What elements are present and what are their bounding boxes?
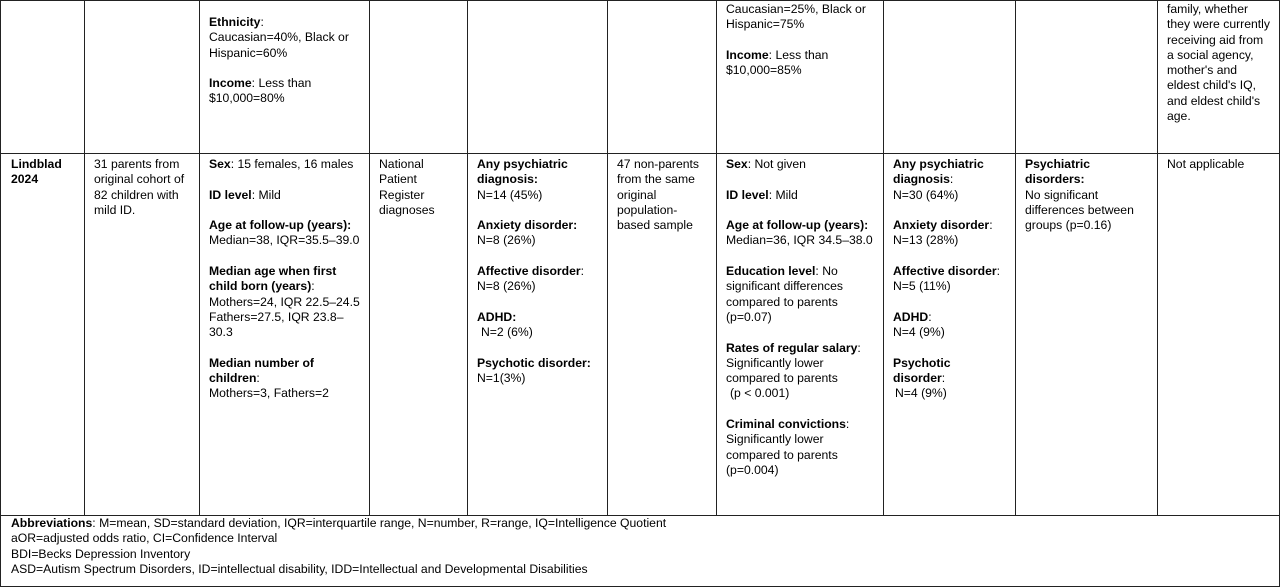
psychotic-label: Psychotic disorder: — [477, 355, 591, 370]
cell-group-characteristics: Ethnicity: Caucasian=40%, Black or Hispanic=60% Income: Less than $10,000=80% — [200, 1, 370, 154]
comp-psychotic-value: N=4 (9%) — [895, 386, 947, 401]
any-psych-value: N=14 (45%) — [477, 187, 543, 202]
cell-study — [1, 154, 85, 516]
comp-age-value: Median=36, IQR 34.5–38.0 — [726, 233, 873, 248]
table-row-continued — [1, 1, 1280, 154]
cell-adjustment: Not applicable — [1158, 154, 1280, 516]
abbreviations-line: ASD=Autism Spectrum Disorders, ID=intellectual disability, IDD=Intellectual and Developmental Disabilities — [11, 561, 588, 576]
comp-sex-value: Not given — [754, 157, 806, 171]
abbreviations-cell: Abbreviations: M=mean, SD=standard deviation, IQR=interquartile range, N=number, R=range, IQ=Intelligence Quotient aOR=adjusted odds ratio, CI=Confidence Interval BDI=Becks Depression Inventory ASD=Autism Spectrum Disorders, ID=intellectual disability, IDD=Intellectual and Developmental Disabilities — [1, 516, 1280, 587]
children-label: Median number of children — [209, 355, 314, 386]
comp-income-value: Less than $10,000=85% — [726, 47, 829, 78]
anxiety-value: N=8 (26%) — [477, 233, 536, 248]
comp-id-level-value: Mild — [775, 187, 798, 202]
affective-label: Affective disorder — [477, 264, 581, 279]
cell-comparison-characteristics: Sex: Not given ID level: Mild Age at follow-up (years): Median=36, IQR 34.5–38.0 Education level: No significant differences compared to parents (p=0.07) Rates of regular salary: Significantly lower compared to parents (p < 0.001) Criminal convictions: Significantly lower compared to parents (p=0.004) — [717, 154, 884, 516]
cell-comparison-outcomes — [884, 1, 1016, 154]
cell-results — [1016, 154, 1158, 516]
comp-anxiety-value: N=13 (28%) — [893, 233, 959, 248]
salary-p-value: (p < 0.001) — [730, 386, 790, 401]
comp-ethnicity-value: Caucasian=25%, Black or Hispanic=75% — [726, 2, 866, 32]
salary-value: Significantly lower compared to parents — [726, 355, 838, 386]
comp-adhd-label: ADHD — [893, 309, 929, 324]
cell-comparison-characteristics: Caucasian=25%, Black or Hispanic=75% Income: Less than $10,000=85% — [717, 1, 884, 154]
abbreviations-line: BDI=Becks Depression Inventory — [11, 546, 191, 561]
cell-comparison: 47 non-parents from the same original population-based sample — [608, 154, 717, 516]
id-level-value: Mild — [258, 187, 281, 202]
abbreviations-line: aOR=adjusted odds ratio, CI=Confidence Interval — [11, 531, 278, 546]
cell-study — [1, 1, 85, 154]
result-label: Psychiatric disorders: — [1025, 157, 1091, 187]
cell-results — [1016, 1, 1158, 154]
comp-sex-label: Sex — [726, 157, 748, 171]
sex-label: Sex — [209, 157, 231, 171]
cell-measure — [370, 1, 468, 154]
criminal-label: Criminal convictions — [726, 417, 846, 432]
study-name: Lindblad 2024 — [11, 157, 62, 187]
comp-income-label: Income — [726, 47, 769, 62]
cell-sample — [85, 1, 200, 154]
comp-id-level-label: ID level — [726, 187, 769, 202]
salary-label: Rates of regular salary — [726, 340, 858, 355]
any-psych-label: Any psychiatric diagnosis: — [477, 157, 568, 187]
cell-comparison — [608, 1, 717, 154]
median-age-mothers: Mothers=24, IQR 22.5–24.5 — [209, 294, 360, 309]
ethnicity-value: Caucasian=40%, Black or Hispanic=60% — [209, 30, 349, 60]
result-value: No significant differences between groups (p=0.16) — [1025, 187, 1134, 233]
income-value: Less than $10,000=80% — [209, 76, 312, 106]
comp-age-label: Age at follow-up (years): — [726, 218, 869, 233]
comp-any-psych-value: N=30 (64%) — [893, 187, 959, 202]
cell-group-characteristics: Sex: 15 females, 16 males ID level: Mild Age at follow-up (years): Median=38, IQR=35.5–39.0 Median age when first child born (years): Mothers=24, IQR 22.5–24.5 Fathers=27.5, IQR 23.8–30.3 Median number of children: Mothers=3, Fathers=2 — [200, 154, 370, 516]
affective-value: N=8 (26%) — [477, 279, 536, 294]
children-value: Mothers=3, Fathers=2 — [209, 386, 329, 401]
comp-adhd-value: N=4 (9%) — [893, 325, 945, 340]
abbreviations-label: Abbreviations — [11, 516, 93, 530]
table-row-lindblad — [1, 154, 1280, 516]
median-age-label: Median age when first child born (years) — [209, 264, 337, 294]
comp-affective-value: N=5 (11%) — [893, 279, 951, 294]
psychotic-value: N=1(3%) — [477, 371, 526, 386]
sex-value: 15 females, 16 males — [237, 157, 354, 171]
abbreviations-line: M=mean, SD=standard deviation, IQR=interquartile range, N=number, R=range, IQ=Intelligence Quotient — [99, 516, 667, 530]
comp-psychotic-label: Psychotic disorder — [893, 355, 951, 386]
cell-measure: National Patient Register diagnoses — [370, 154, 468, 516]
ethnicity-label: Ethnicity — [209, 15, 261, 29]
sample-line: 82 children with mild ID. — [94, 187, 179, 217]
cell-adjustment: family, whether they were currently receiving aid from a social agency, mother's and eldest child's IQ, and eldest child's age. — [1158, 1, 1280, 154]
median-age-fathers: Fathers=27.5, IQR 23.8–30.3 — [209, 309, 344, 340]
cell-sample — [85, 154, 200, 516]
criminal-value: Significantly lower compared to parents (p=0.004) — [726, 432, 838, 477]
education-label: Education level — [726, 264, 816, 279]
age-label: Age at follow-up (years): — [209, 218, 352, 233]
adhd-value: N=2 (6%) — [481, 325, 533, 340]
abbreviations-row — [1, 516, 1280, 587]
comp-any-psych-label: Any psychiatric diagnosis — [893, 157, 984, 187]
sample-line: 31 parents from original cohort of — [94, 157, 185, 187]
comp-affective-label: Affective disorder — [893, 264, 997, 279]
anxiety-label: Anxiety disorder: — [477, 218, 578, 233]
income-label: Income — [209, 76, 252, 91]
comp-anxiety-label: Anxiety disorder — [893, 218, 990, 233]
adhd-label: ADHD: — [477, 309, 517, 324]
cell-outcomes: Any psychiatric diagnosis: N=14 (45%) Anxiety disorder: N=8 (26%) Affective disorder: N=8 (26%) ADHD: N=2 (6%) Psychotic disorder: N=1(3%) — [468, 154, 608, 516]
cell-outcomes — [468, 1, 608, 154]
id-level-label: ID level — [209, 187, 252, 202]
education-value: No significant differences compared to parents (p=0.07) — [726, 264, 843, 324]
cell-comparison-outcomes: Any psychiatric diagnosis: N=30 (64%) Anxiety disorder: N=13 (28%) Affective disorder: N=5 (11%) ADHD: N=4 (9%) Psychotic disorder: N=4 (9%) — [884, 154, 1016, 516]
age-value: Median=38, IQR=35.5–39.0 — [209, 233, 360, 248]
